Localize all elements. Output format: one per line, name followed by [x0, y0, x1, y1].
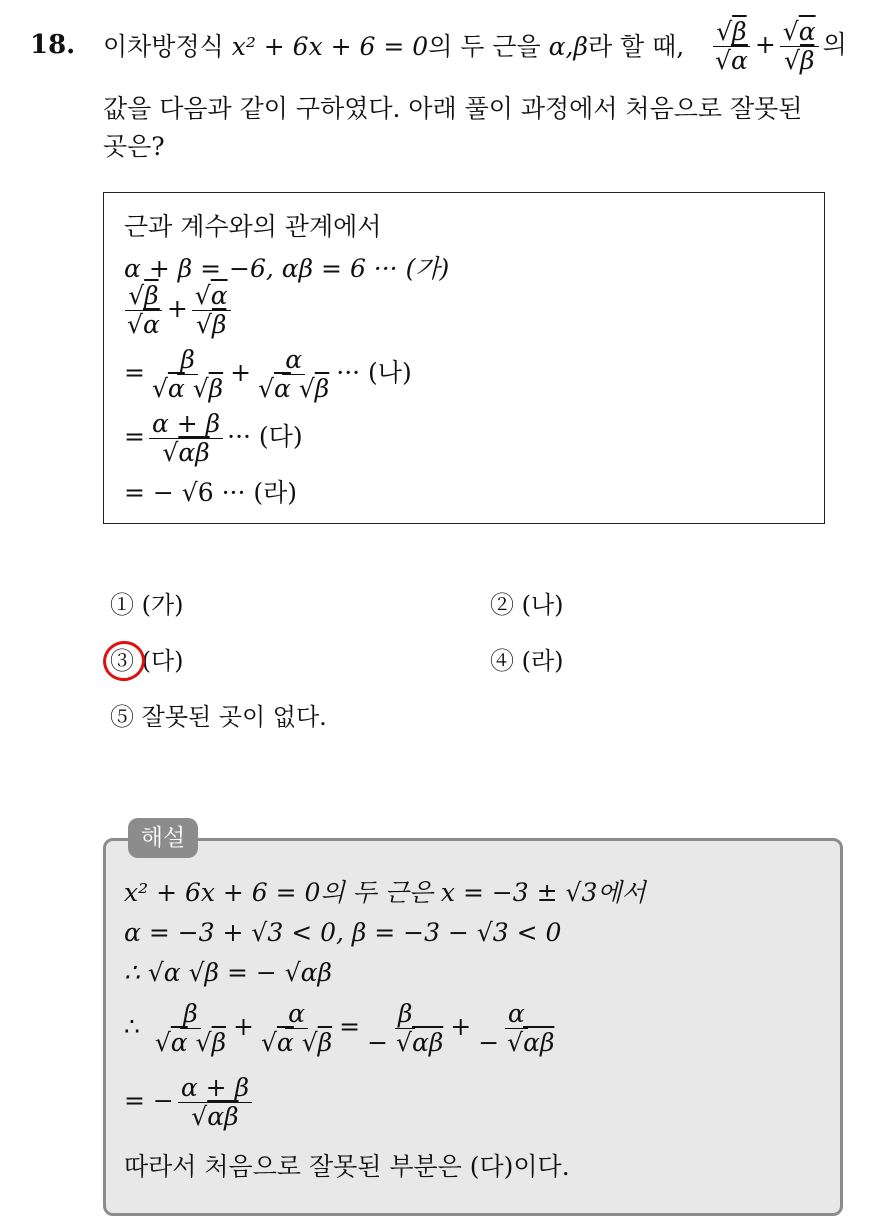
box-line-5: = $\frac{\alpha + \beta}{√\alpha\beta}$ ··· (다): [124, 409, 303, 467]
question-text: 라 할 때,: [587, 32, 685, 61]
option-5[interactable]: ⑤ 잘못된 곳이 없다.: [110, 703, 327, 731]
box-line-1: 근과 계수와의 관계에서: [124, 212, 382, 241]
question-line-3: 곳은?: [103, 132, 165, 161]
question-text: 의: [822, 30, 847, 59]
question-number: 18.: [30, 30, 76, 60]
explanation-badge: 해설: [128, 818, 198, 858]
box-line-6: = − √6 ··· (라): [124, 478, 298, 507]
question-line-1: [103, 30, 684, 64]
option-3[interactable]: ③ (다): [110, 647, 184, 675]
box-line-4: = $\frac{\beta}{√\alpha √\beta}$ + $\frac{\alpha}{√\alpha √\beta}$ ··· (나): [124, 345, 412, 403]
explanation-line-4: ∴ $\frac{\beta}{√\alpha √\beta}$ + $\frac{\alpha}{√\alpha √\beta}$ = $\frac{\beta}{- √\alpha\beta}$ + $\frac{\alpha}{- √\alpha\beta}$: [124, 999, 555, 1057]
question-roots: α,β: [548, 32, 588, 61]
question-fraction-expression: $\frac{√\beta}{√\alpha}$ + $\frac{√\alpha}{√\beta}$ 의: [715, 17, 847, 75]
option-1[interactable]: ① (가): [110, 591, 184, 619]
explanation-line-5: = − $\frac{\alpha + \beta}{√\alpha\beta}$: [124, 1074, 256, 1131]
question-text: 이차방정식: [103, 32, 224, 61]
question-equation: x² + 6x + 6 = 0: [231, 32, 429, 61]
label-na: ··· (나): [336, 358, 412, 387]
box-line-2: α + β = −6, αβ = 6 ··· (가): [124, 254, 450, 283]
question-line-2: 값을 다음과 같이 구하였다. 아래 풀이 과정에서 처음으로 잘못된: [103, 94, 803, 123]
option-4[interactable]: ④ (라): [490, 647, 564, 675]
label-da: ··· (다): [227, 422, 303, 451]
explanation-line-6: 따라서 처음으로 잘못된 부분은 (다)이다.: [124, 1152, 570, 1181]
explanation-line-2: α = −3 + √3 < 0, β = −3 − √3 < 0: [124, 918, 562, 947]
explanation-line-3: ∴ √α √β = − √αβ: [124, 958, 332, 987]
question-text: 의 두 근을: [428, 32, 541, 61]
box-line-3: $\frac{√\beta}{√\alpha}$ + $\frac{√\alpha}{√\beta}$: [120, 282, 235, 339]
option-2[interactable]: ② (나): [490, 591, 564, 619]
explanation-line-1: x² + 6x + 6 = 0의 두 근은 x = −3 ± √3에서: [124, 878, 646, 907]
